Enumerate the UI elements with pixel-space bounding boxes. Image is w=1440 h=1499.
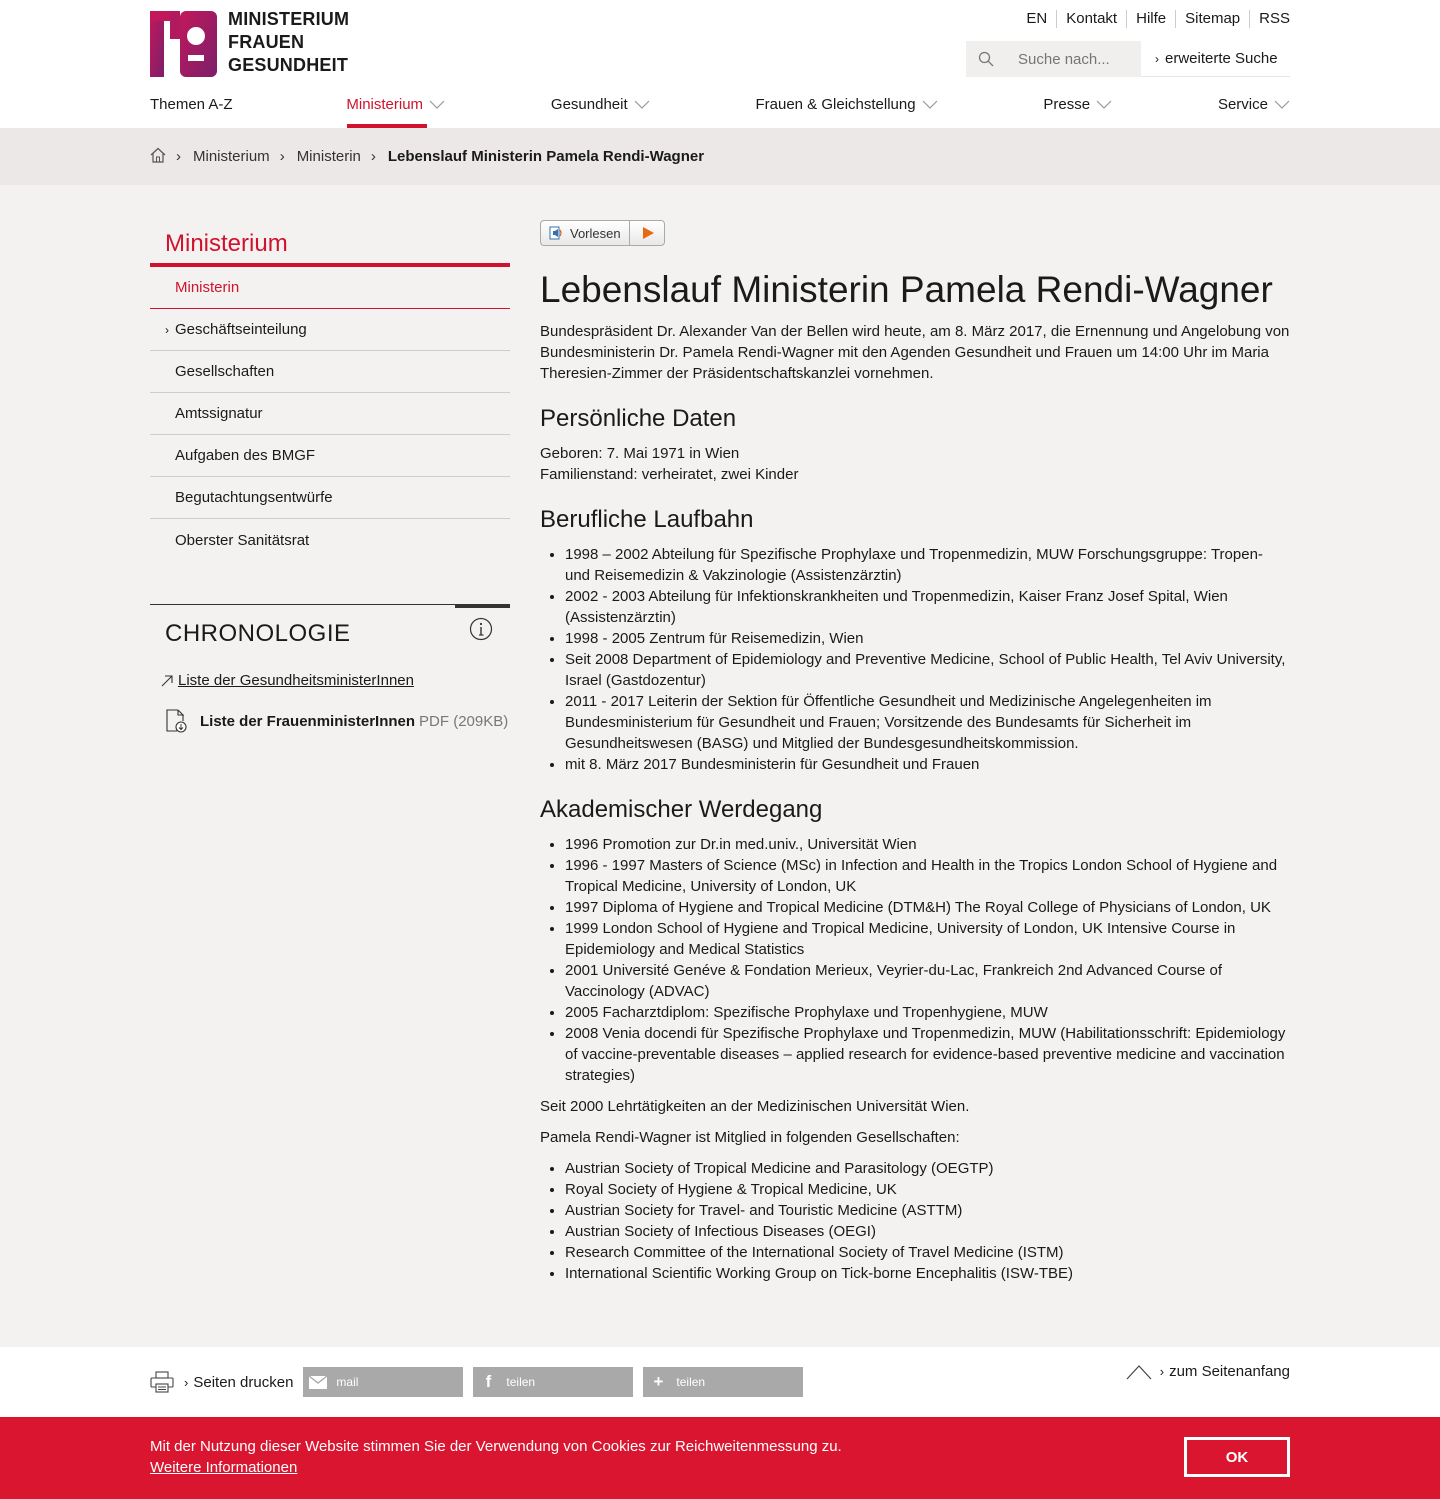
logo-line-1: MINISTERIUM <box>228 9 350 29</box>
family-text: Familienstand: verheiratet, zwei Kinder <box>540 466 799 483</box>
sidebar-item-label: Amtssignatur <box>175 405 263 422</box>
chronologie-title: CHRONOLOGIE <box>165 620 351 647</box>
search-bar <box>966 41 1290 77</box>
chevron-down-icon <box>1096 99 1112 111</box>
breadcrumb-ministerium[interactable]: Ministerium <box>193 148 270 165</box>
list-item: • Royal Society of Hygiene & Tropical Medicine, UK <box>565 1179 1290 1200</box>
vorlesen-button[interactable] <box>541 221 630 245</box>
personal-data <box>540 443 1290 485</box>
academic-list <box>540 834 1290 1086</box>
chronologie-pdf-frauen[interactable] <box>150 709 510 733</box>
sidebar-item-label: Aufgaben des BMGF <box>175 447 316 464</box>
vorlesen-label: Vorlesen <box>570 225 621 241</box>
heading-career: Berufliche Laufbahn <box>540 506 754 533</box>
heading-personal: Persönliche Daten <box>540 405 737 432</box>
breadcrumb-separator: › <box>176 148 181 165</box>
born-text: Geboren: 7. Mai 1971 in Wien <box>540 445 740 462</box>
mainnav-service[interactable] <box>1218 96 1290 128</box>
mainnav-frauen[interactable] <box>755 96 937 128</box>
mail-icon <box>303 1376 333 1389</box>
search-box <box>966 41 1141 77</box>
career-list <box>540 544 1290 775</box>
mainnav-label: Gesundheit <box>550 96 628 113</box>
topnav-en[interactable]: EN <box>1026 10 1048 27</box>
heading-academic: Akademischer Werdegang <box>540 796 823 823</box>
main-article <box>540 220 1290 1294</box>
content-area <box>0 185 1440 1347</box>
chronologie-pdf-label: Liste der FrauenministerInnen <box>200 712 416 730</box>
chronologie-pdf-meta: PDF (209KB) <box>419 712 509 730</box>
chevron-right-icon: › <box>1159 1364 1165 1379</box>
logo-text <box>228 8 349 77</box>
chevron-right-icon: › <box>184 1374 189 1390</box>
mainnav-label: Service <box>1217 96 1268 113</box>
sidebar-item-label: Ministerin <box>175 279 240 296</box>
breadcrumb-current: Lebenslauf Ministerin Pamela Rendi-Wagner <box>387 148 705 165</box>
cookie-banner <box>0 1417 1440 1499</box>
share-plus-button[interactable] <box>643 1367 803 1397</box>
membership-list <box>540 1158 1290 1284</box>
mainnav-label: Themen A-Z <box>150 96 233 113</box>
speaker-icon <box>549 225 565 241</box>
logo-line-2: FRAUEN <box>228 32 305 52</box>
list-item: • 1998 - 2005 Zentrum für Reisemedizin, Wien <box>565 628 1290 649</box>
chevron-down-icon <box>1274 99 1290 111</box>
sidebar <box>150 185 510 733</box>
facebook-icon: f <box>485 1372 492 1391</box>
info-icon[interactable] <box>469 617 493 645</box>
search-input[interactable] <box>1006 51 1126 68</box>
play-icon[interactable] <box>630 227 664 239</box>
plus-icon: + <box>653 1372 664 1391</box>
mainnav-presse[interactable] <box>1043 96 1112 128</box>
chronologie-box <box>150 604 510 733</box>
sidebar-item-gesellschaften[interactable] <box>150 351 510 393</box>
back-to-top-link[interactable] <box>1126 1363 1290 1380</box>
breadcrumb <box>0 128 1440 185</box>
sidebar-menu <box>150 267 510 561</box>
breadcrumb-separator: › <box>279 148 285 165</box>
sidebar-title: Ministerium <box>150 185 510 267</box>
back-to-top-label: zum Seitenanfang <box>1169 1363 1290 1380</box>
mainnav-label: Frauen & Gleichstellung <box>755 96 916 113</box>
header <box>0 0 1440 128</box>
list-item: • 1997 Diploma of Hygiene and Tropical Medicine (DTM&H) The Royal College of Physicians of London, UK <box>565 897 1290 918</box>
sidebar-item-label: Oberster Sanitätsrat <box>175 531 310 549</box>
share-facebook-button[interactable] <box>473 1367 633 1397</box>
sidebar-item-begutachtung[interactable] <box>150 477 510 519</box>
chevron-down-icon <box>634 99 650 111</box>
sidebar-item-amtssignatur[interactable] <box>150 393 510 435</box>
cookie-message: Mit der Nutzung dieser Website stimmen Sie der Verwendung von Cookies zur Reichweitenmessung zu. <box>150 1438 842 1455</box>
share-facebook-label: teilen <box>506 1375 536 1389</box>
list-item: • 2005 Facharztdiplom: Spezifische Prophylaxe und Tropenhygiene, MUW <box>565 1002 1290 1023</box>
topnav-hilfe[interactable]: Hilfe <box>1126 10 1175 28</box>
list-item: • 1998 – 2002 Abteilung für Spezifische Prophylaxe und Tropenmedizin, MUW Forschungsgruppe: Tropen- und Reisemedizin & Vakzinologie (Assistenzärztin) <box>565 544 1290 586</box>
share-mail-button[interactable] <box>303 1367 463 1397</box>
list-item: • Austrian Society of Infectious Diseases (OEGI) <box>565 1221 1290 1242</box>
top-navigation <box>1017 10 1290 28</box>
print-label: Seiten drucken <box>193 1373 294 1391</box>
list-item: • 1996 Promotion zur Dr.in med.univ., Universität Wien <box>565 834 1290 855</box>
mainnav-themen[interactable] <box>150 96 233 128</box>
sidebar-item-geschaeftseinteilung[interactable] <box>150 309 510 351</box>
topnav-sitemap[interactable]: Sitemap <box>1175 10 1249 28</box>
list-item: • 1999 London School of Hygiene and Tropical Medicine, University of London, UK Intensive Course in Epidemiology and Medical Statistics <box>565 918 1290 960</box>
breadcrumb-separator: › <box>370 148 376 165</box>
cookie-ok-button[interactable]: OK <box>1184 1437 1290 1477</box>
list-item: • Austrian Society for Travel- and Touristic Medicine (ASTTM) <box>565 1200 1290 1221</box>
page-title: Lebenslauf Ministerin Pamela Rendi-Wagner <box>540 269 1273 310</box>
sidebar-item-ministerin[interactable] <box>150 267 510 309</box>
topnav-kontakt[interactable]: Kontakt <box>1056 10 1126 28</box>
membership-intro: Pamela Rendi-Wagner ist Mitglied in folgenden Gesellschaften: <box>540 1129 960 1146</box>
chevron-up-icon <box>1126 1364 1152 1380</box>
list-item: • 2008 Venia docendi für Spezifische Prophylaxe und Tropenmedizin, MUW (Habilitationsschrift: Epidemiology of vaccine-preventable diseases – applied research for evidence-based preventive medicine and vaccination strategies) <box>565 1023 1290 1086</box>
main-navigation <box>150 96 1290 128</box>
chevron-down-icon <box>429 99 445 111</box>
external-link-icon <box>161 675 173 687</box>
list-item: • 1996 - 1997 Masters of Science (MSc) in Infection and Health in the Tropics London School of Hygiene and Tropical Medicine, University of London, UK <box>565 855 1290 897</box>
home-icon[interactable] <box>150 147 166 167</box>
list-item: • 2002 - 2003 Abteilung für Infektionskrankheiten und Tropenmedizin, Kaiser Franz Josef Spital, Wien (Assistenzärztin) <box>565 586 1290 628</box>
share-plus-label: teilen <box>676 1375 706 1389</box>
mainnav-gesundheit[interactable] <box>551 96 650 128</box>
breadcrumb-ministerin[interactable]: Ministerin <box>296 148 361 165</box>
advanced-search-label: erweiterte Suche <box>1165 50 1278 67</box>
share-mail-label: mail <box>336 1375 359 1389</box>
mainnav-label: Presse <box>1043 96 1091 113</box>
vorlesen-widget <box>540 220 665 246</box>
chronologie-link-gesundheit[interactable] <box>150 672 510 689</box>
topnav-rss[interactable]: RSS <box>1249 10 1290 28</box>
sidebar-item-label: Begutachtungsentwürfe <box>175 489 333 506</box>
pdf-download-icon <box>164 709 188 733</box>
chevron-right-icon: › <box>165 322 169 337</box>
mainnav-label: Ministerium <box>346 96 424 113</box>
logo-line-3: GESUNDHEIT <box>228 55 349 75</box>
logo-letters: fg <box>150 0 163 15</box>
article-intro: Bundespräsident Dr. Alexander Van der Bellen wird heute, am 8. März 2017, die Ernennung und Angelobung von Bundesministerin Dr. Pamela Rendi-Wagner mit den Agenden Gesundheit und Frauen um 14:00 Uhr im Maria Theresien-Zimmer der Präsidentschaftskanzlei vornehmen. <box>540 323 1290 382</box>
footer-toolbar <box>0 1347 1440 1417</box>
sidebar-item-sanitaetsrat[interactable] <box>150 519 510 561</box>
site-logo[interactable] <box>150 0 350 77</box>
search-icon[interactable] <box>966 51 1006 67</box>
list-item: • International Scientific Working Group on Tick-borne Encephalitis (ISW-TBE) <box>565 1263 1290 1284</box>
print-button[interactable] <box>150 1371 293 1393</box>
teaching-text: Seit 2000 Lehrtätigkeiten an der Medizinischen Universität Wien. <box>540 1098 970 1115</box>
list-item: • 2001 Université Genéve & Fondation Merieux, Veyrier-du-Lac, Frankreich 2nd Advanced Course of Vaccinology (ADVAC) <box>565 960 1290 1002</box>
advanced-search-link[interactable] <box>1141 41 1290 77</box>
list-item: • 2011 - 2017 Leiterin der Sektion für Öffentliche Gesundheit und Medizinische Angelegenheiten im Bundesministerium für Gesundheit und Frauen; Vorsitzende des Bundesamts für Sicherheit im Gesundheitswesen (BASG) und Mitglied der Bundesgesundheitskommission. <box>565 691 1290 754</box>
sidebar-item-label: Gesellschaften <box>175 363 275 380</box>
list-item: • Seit 2008 Department of Epidemiology and Preventive Medicine, School of Public Health, Tel Aviv University, Israel (Gastdozentur) <box>565 649 1290 691</box>
list-item: • mit 8. März 2017 Bundesministerin für Gesundheit und Frauen <box>565 754 1290 775</box>
sidebar-item-label: Geschäftseinteilung <box>175 321 307 338</box>
logo-fg-icon <box>150 0 217 77</box>
cookie-more-info-link[interactable]: Weitere Informationen <box>150 1459 298 1476</box>
cookie-text-block <box>150 1436 842 1478</box>
printer-icon <box>150 1371 174 1393</box>
list-item: • Research Committee of the International Society of Travel Medicine (ISTM) <box>565 1242 1290 1263</box>
chevron-down-icon <box>922 99 938 111</box>
chronologie-link-label: Liste der GesundheitsministerInnen <box>178 672 414 689</box>
sidebar-item-aufgaben[interactable] <box>150 435 510 477</box>
chevron-right-icon: › <box>1155 51 1159 66</box>
mainnav-ministerium[interactable] <box>346 96 445 128</box>
list-item: • Austrian Society of Tropical Medicine and Parasitology (OEGTP) <box>565 1158 1290 1179</box>
